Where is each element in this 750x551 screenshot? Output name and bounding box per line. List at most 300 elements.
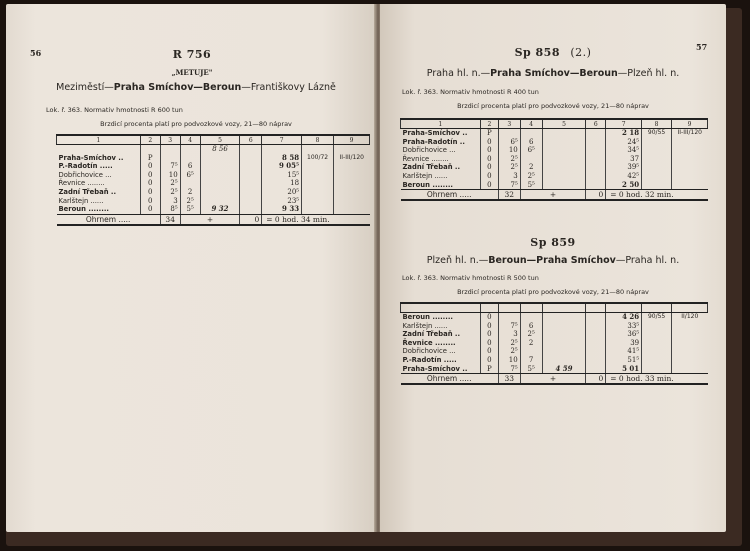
cell-c7: 39⁵ [606,163,642,172]
cell-c2: 0 [480,347,498,356]
cell-c7: 51⁵ [606,356,642,365]
cell-c9 [334,179,370,188]
cell-c7: 23⁵ [262,197,302,206]
cell-c9 [334,188,370,197]
column-header: 5 [200,135,240,145]
cell-c2: 0 [140,162,160,171]
route-suffix: —Praha hl. n. [615,255,680,266]
header-row [401,119,708,129]
cell-c4: 6 [520,138,542,147]
table-body [401,129,708,201]
route-suffix: —Františkovy Lázně [241,82,336,93]
cell-c2: 0 [480,172,498,181]
cell-c6 [586,181,606,190]
column-header: 9 [672,119,708,129]
cell-c7: 15⁵ [262,171,302,180]
cell-c9 [672,356,708,365]
cell-c2: 0 [140,179,160,188]
cell-c6 [240,188,262,197]
cell-c8 [642,322,672,331]
cell-c7: 34⁵ [606,146,642,155]
cell-c4: 6⁵ [180,171,200,180]
cell-c8: 100/72 [302,154,334,163]
footer-plus: + [520,190,586,201]
cell-c7: 24⁵ [606,138,642,147]
cell-c5 [542,181,586,190]
footer-result: = 0 hod. 32 min. [606,190,708,201]
footer-label: Ohrnem [426,374,458,384]
footer-label: Ohrnem [85,214,117,224]
cell-c8 [642,155,672,164]
column-header: 2 [480,119,498,129]
cell-c9 [334,162,370,171]
cell-c4 [520,129,542,138]
table-row [401,129,708,138]
cell-c8 [302,188,334,197]
cell-c7: 36⁵ [606,330,642,339]
cell-c2: 0 [140,188,160,197]
cell-c9: II-III/120 [334,154,370,163]
cell-c9 [672,155,708,164]
cell-c7: 5 01 [606,365,642,374]
table-row [401,356,708,365]
cell-c2: 0 [480,356,498,365]
train-name: „METUJE" [171,68,213,77]
route-prefix: Meziměstí— [56,82,114,93]
footer-row [401,374,708,385]
cell-c6 [240,197,262,206]
cell-c3: 7⁵ [498,365,520,374]
cell-c7: 39 [606,339,642,348]
column-header: 1 [401,119,481,129]
cell-c7: 8 58 [262,154,302,163]
cell-c4: 2⁵ [520,172,542,181]
page-number-left: 56 [30,48,42,58]
cell-c4: 6 [180,162,200,171]
station-name: Dobřichovice ... [58,170,112,179]
cell-c2: 0 [480,146,498,155]
cell-c3: 2⁵ [160,179,180,188]
cell-c9 [672,146,708,155]
table-row [401,330,708,339]
cell-c9 [672,138,708,147]
cell-c6 [586,129,606,138]
column-header [480,303,498,313]
cell-c8 [642,172,672,181]
route-bold: Praha Smíchov—Beroun [113,82,242,93]
cell-c5 [542,146,586,155]
footer-result: = 0 hod. 33 min. [606,374,708,385]
cell-c3: 10 [498,146,520,155]
footer-zero: 0 [586,190,606,201]
column-header: 7 [606,119,642,129]
cell-c3: 8⁵ [160,205,180,214]
footer-dots: ..... [459,374,472,384]
cell-c9 [672,172,708,181]
column-header: 6 [586,119,606,129]
cell-c8 [642,163,672,172]
cell-c9 [334,171,370,180]
footer-zero: 0 [240,214,262,225]
cell-c9 [334,145,370,154]
cell-c4 [520,313,542,322]
cell-c3: 2⁵ [498,347,520,356]
cell-c9: II-III/120 [672,129,708,138]
cell-c6 [240,205,262,214]
table-body [401,313,708,385]
loco-note-sp859: Lok. ř. 363. Normativ hmotnosti R 500 tun [402,274,539,282]
cell-c3: 2⁵ [160,188,180,197]
route-bold: Praha Smíchov—Beroun [490,68,618,79]
cell-c7: 2 18 [606,129,642,138]
cell-c4 [180,145,200,154]
cell-c2: 0 [480,155,498,164]
station-name: Zadní Třebaň .. [402,330,461,339]
station-name: Praha-Radotín .. [402,137,465,146]
column-header: 4 [180,135,200,145]
cell-c2: P [140,154,160,163]
column-header: 3 [498,119,520,129]
cell-c9 [672,163,708,172]
cell-c8 [302,145,334,154]
station-name: Zadní Třebaň .. [402,163,461,172]
column-header: 4 [520,119,542,129]
cell-c2: 0 [480,181,498,190]
cell-c7: 4 26 [606,313,642,322]
station-name: Beroun ........ [57,205,141,214]
cell-c5 [200,171,240,180]
footer-result: = 0 hod. 34 min. [262,214,370,225]
cell-c5: 9 32 [200,205,240,214]
cell-c3: 10 [160,171,180,180]
cell-c8 [642,356,672,365]
cell-c7: 18 [262,179,302,188]
station-name: Beroun ........ [401,181,481,190]
cell-c9 [672,322,708,331]
table-row [401,155,708,164]
cell-c9: II/120 [672,313,708,322]
footer-label-cell [57,214,161,225]
cell-c6 [586,330,606,339]
brake-note-sp858: Brzdicí procenta platí pro podvozkové vozy, 21—80 náprav [457,102,649,110]
footer-plus: + [180,214,240,225]
cell-c5 [542,347,586,356]
station-name: Praha-Smíchov .. [58,153,124,162]
table-row [401,313,708,322]
cell-c2: P [480,365,498,374]
footer-value: 32 [498,190,520,201]
cell-c2: 0 [140,205,160,214]
cell-c7: 41⁵ [606,347,642,356]
cell-c5 [542,313,586,322]
cell-c8 [642,146,672,155]
cell-c3: 2⁵ [498,155,520,164]
route-prefix: Plzeň hl. n.— [426,255,489,266]
cell-c5: 4 59 [542,365,586,374]
loco-note-sp858: Lok. ř. 363. Normativ hmotnosti R 400 tun [402,88,539,96]
column-header: 8 [302,135,334,145]
route-suffix: —Plzeň hl. n. [617,68,680,79]
route-r756 [6,82,378,93]
column-header: 1 [57,135,141,145]
cell-c3 [160,154,180,163]
cell-c2: 0 [480,330,498,339]
timetable-sp858 [400,118,708,201]
cell-c4: 2 [520,163,542,172]
footer-label-cell [401,190,499,201]
cell-c9 [672,330,708,339]
column-header: 6 [240,135,262,145]
cell-c9 [672,365,708,374]
cell-c7: 9 33 [262,205,302,214]
cell-c6 [586,322,606,331]
route-bold: Beroun—Praha Smíchov [488,255,616,266]
cell-c3: 7⁵ [498,322,520,331]
cell-c8: 90/55 [642,313,672,322]
route-prefix: Praha hl. n.— [426,68,491,79]
cell-c2: 0 [480,138,498,147]
footer-value: 33 [498,374,520,385]
cell-c4: 2 [520,339,542,348]
cell-c3 [160,145,180,154]
table-row [401,172,708,181]
station-name: Beroun ........ [402,313,454,321]
cell-c6 [586,138,606,147]
cell-c5 [200,162,240,171]
cell-c4: 5⁵ [520,181,542,190]
table-row [401,339,708,348]
footer-row [401,190,708,201]
station-name: Dobřichovice ... [402,347,456,356]
column-header: 5 [542,119,586,129]
header-row [57,135,370,145]
cell-c5 [542,129,586,138]
cell-c5 [542,138,586,147]
cell-c6 [240,179,262,188]
table-row [401,163,708,172]
cell-c8 [302,179,334,188]
cell-c7: 37 [606,155,642,164]
station-name: Zadní Třebaň .. [58,187,117,196]
cell-c6 [586,155,606,164]
cell-c6 [586,339,606,348]
cell-c5 [542,155,586,164]
table-row [401,347,708,356]
cell-c7: 33⁵ [606,322,642,331]
column-header: 8 [642,119,672,129]
cell-c8 [642,339,672,348]
cell-c4: 7 [520,356,542,365]
cell-c3: 3 [498,172,520,181]
cell-c8 [302,171,334,180]
column-header [672,303,708,313]
station-name: Karlštejn ...... [402,321,448,330]
cell-c6 [240,171,262,180]
cell-c7: 2 50 [606,181,642,190]
cell-c6 [586,172,606,181]
cell-c3: 6⁵ [498,138,520,147]
cell-c4 [180,154,200,163]
table-row [401,181,708,190]
cell-c2: 0 [480,322,498,331]
cell-c5 [542,322,586,331]
cell-c2: 0 [480,313,498,322]
timetable-r756 [56,134,370,226]
cell-c9 [672,347,708,356]
column-header [520,303,542,313]
column-header: 2 [140,135,160,145]
cell-c4 [180,179,200,188]
cell-c5: 8 56 [200,145,240,154]
table-row [57,205,370,214]
column-header [586,303,606,313]
column-header [542,303,586,313]
cell-c5 [200,188,240,197]
train-title-sp859: Sp 859 [530,236,576,249]
column-header [642,303,672,313]
column-header [401,303,481,313]
column-header: 3 [160,135,180,145]
route-sp859 [380,255,726,266]
footer-row [57,214,370,225]
table-row [401,365,708,374]
cell-c4 [520,347,542,356]
cell-c3: 3 [160,197,180,206]
cell-c8 [642,347,672,356]
timetable-sp859 [400,302,708,385]
cell-c5 [542,163,586,172]
cell-c6 [240,145,262,154]
right-page [380,4,726,532]
cell-c4: 2⁵ [520,330,542,339]
cell-c4: 5⁵ [180,205,200,214]
cell-c8 [642,365,672,374]
cell-c9 [334,205,370,214]
cell-c2 [140,145,160,154]
cell-c6 [586,313,606,322]
cell-c6 [586,365,606,374]
footer-dots: ..... [459,190,472,200]
cell-c4: 5⁵ [520,365,542,374]
footer-label-cell [401,374,499,385]
cell-c4 [520,155,542,164]
cell-c8 [302,162,334,171]
cell-c2: 0 [480,163,498,172]
loco-note-r756: Lok. ř. 363. Normativ hmotnosti R 600 tun [46,106,183,114]
brake-note-sp859: Brzdicí procenta platí pro podvozkové vozy, 21—80 náprav [457,288,649,296]
cell-c4: 2⁵ [180,197,200,206]
table-row [401,138,708,147]
cell-c3: 3 [498,330,520,339]
table-row [57,162,370,171]
cell-c8 [642,330,672,339]
cell-c3: 7⁵ [160,162,180,171]
cell-c2: 0 [140,171,160,180]
table-body [57,145,370,225]
column-header: 9 [334,135,370,145]
train-title-sp858 [380,46,726,59]
cell-c9 [672,181,708,190]
sp858-suffix: (2.) [570,46,592,59]
table-row [57,145,370,154]
cell-c6 [586,347,606,356]
column-header: 7 [262,135,302,145]
station-name: Dobřichovice ... [402,146,456,155]
cell-c6 [586,356,606,365]
station-name: Řevnice ........ [402,154,449,163]
footer-label: Ohrnem [426,190,458,200]
cell-c3 [498,313,520,322]
train-title-r756: R 756 [172,48,212,61]
cell-c7: 42⁵ [606,172,642,181]
cell-c3 [498,129,520,138]
station-name: Karlštejn ...... [58,196,104,205]
cell-c9 [672,339,708,348]
cell-c3: 2⁵ [498,339,520,348]
brake-note-r756: Brzdicí procenta platí pro podvozkové vozy, 21—80 náprav [100,120,292,128]
cell-c2: 0 [140,197,160,206]
cell-c6 [586,146,606,155]
left-page [6,4,378,532]
cell-c7: 20⁵ [262,188,302,197]
station-name: Praha-Smíchov .. [401,365,481,374]
station-name: Karlštejn ...... [402,171,448,180]
station-name: P.-Radotín ..... [58,162,113,171]
column-header [498,303,520,313]
cell-c8 [302,197,334,206]
footer-plus: + [520,374,586,385]
cell-c3: 10 [498,356,520,365]
cell-c7: 9 05⁵ [262,162,302,171]
cell-c6 [586,163,606,172]
station-name: Řevnice ........ [402,338,456,347]
table-row [401,322,708,331]
cell-c3: 7⁵ [498,181,520,190]
table-row [57,179,370,188]
table-row [57,154,370,163]
cell-c8: 90/55 [642,129,672,138]
cell-c5 [542,172,586,181]
cell-c5 [200,179,240,188]
footer-zero: 0 [586,374,606,385]
table-row [401,146,708,155]
cell-c4: 2 [180,188,200,197]
cell-c4: 6 [520,322,542,331]
cell-c5 [200,154,240,163]
header-row [401,303,708,313]
cell-c5 [542,339,586,348]
cell-c5 [542,330,586,339]
cell-c8 [642,138,672,147]
table-row [57,188,370,197]
cell-c2: 0 [480,339,498,348]
station-name: Řevnice ........ [58,179,105,188]
footer-value: 34 [160,214,180,225]
cell-c3: 2⁵ [498,163,520,172]
cell-c8 [302,205,334,214]
cell-c9 [334,197,370,206]
cell-c4: 6⁵ [520,146,542,155]
station-name: P.-Radotín ..... [402,355,457,364]
cell-c8 [642,181,672,190]
page-number-right: 57 [696,42,708,52]
sp858-title: Sp 858 [514,46,560,59]
route-sp858 [380,68,726,79]
station-name [57,145,141,154]
cell-c2: P [480,129,498,138]
station-name: Praha-Smíchov .. [402,129,468,137]
cell-c6 [240,154,262,163]
